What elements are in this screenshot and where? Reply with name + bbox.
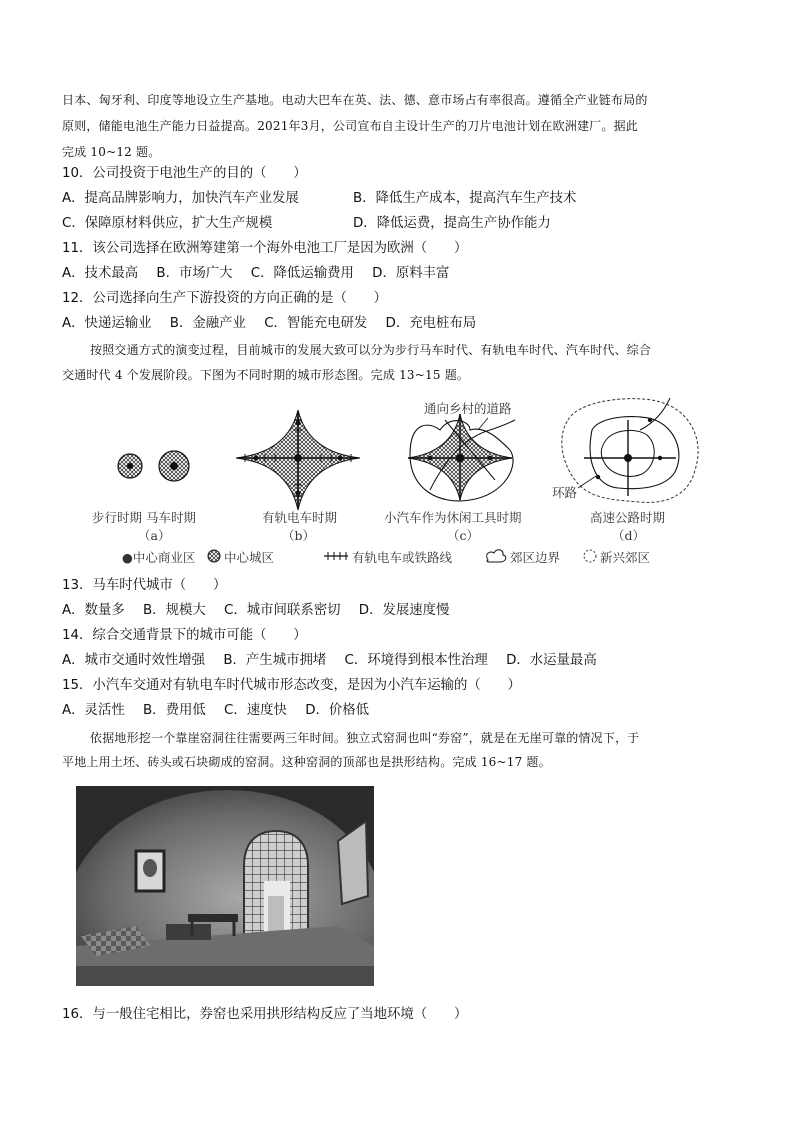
city-form-figure — [0, 392, 794, 572]
passage-2-line-1: 按照交通方式的演变过程，目前城市的发展大致可以分为步行马车时代、有轨电车时代、汽车时代、综合 — [90, 343, 652, 357]
question-12-option-a[interactable]: A．快递运输业 — [62, 316, 152, 331]
intro-line-3: 完成 10~12 题。 — [62, 145, 161, 159]
intro-line-1: 日本、匈牙利、印度等地设立生产基地。电动大巴车在英、法、德、意市场占有率很高。遵循全产业链布局的 — [62, 93, 648, 107]
caption-d: 高速公路时期 — [590, 510, 666, 525]
question-14-options — [62, 652, 611, 670]
question-13-stem: 13．马车时代城市（ ） — [62, 578, 227, 593]
legend-new-suburb: 新兴郊区 — [600, 550, 651, 565]
question-12-option-d[interactable]: D．充电桩布局 — [385, 316, 477, 331]
question-15-option-d[interactable]: D．价格低 — [305, 703, 370, 718]
passage-3-line-1: 依据地形挖一个靠崖窑洞往往需要两三年时间。独立式窑洞也叫“券窑”，就是在无崖可靠的情况下，于 — [90, 731, 640, 745]
caption-b: 有轨电车时期 — [262, 510, 338, 525]
legend-central-city: 中心城区 — [224, 550, 275, 565]
question-13-option-d[interactable]: D．发展速度慢 — [358, 603, 450, 618]
question-11-option-d[interactable]: D．原料丰富 — [372, 266, 450, 281]
question-15-option-c[interactable]: C．速度快 — [224, 703, 287, 718]
question-14-option-c[interactable]: C．环境得到根本性治理 — [344, 653, 488, 668]
question-11-option-c[interactable]: C．降低运输费用 — [250, 266, 354, 281]
caption-letter-d: （d） — [612, 528, 646, 543]
intro-line-2: 原则，储能电池生产能力日益提高。2021年3月，公司宣布自主设计生产的刀片电池计划在欧洲建厂。据此 — [62, 119, 638, 133]
caption-a: 步行时期 马车时期 — [92, 510, 196, 525]
question-13-option-a[interactable]: A．数量多 — [62, 603, 125, 618]
question-10-option-d[interactable]: D．降低运费，提高生产协作能力 — [353, 216, 551, 231]
legend-railway: 有轨电车或铁路线 — [352, 550, 453, 565]
cave-dwelling-photo — [76, 786, 374, 986]
question-15-stem: 15．小汽车交通对有轨电车时代城市形态改变，是因为小汽车运输的（ ） — [62, 678, 521, 693]
ring-road-label: 环路 — [552, 485, 578, 500]
question-12-option-b[interactable]: B．金融产业 — [169, 316, 246, 331]
question-15-option-a[interactable]: A．灵活性 — [62, 703, 125, 718]
question-16-stem: 16．与一般住宅相比，券窑也采用拱形结构反应了当地环境（ ） — [62, 1007, 468, 1022]
caption-c: 小汽车作为休闲工具时期 — [384, 510, 522, 525]
question-13-options — [62, 602, 463, 620]
question-10-option-a[interactable]: A．提高品牌影响力，加快汽车产业发展 — [62, 191, 299, 206]
question-10-option-b[interactable]: B．降低生产成本，提高汽车生产技术 — [353, 191, 577, 206]
question-11-option-b[interactable]: B．市场广大 — [156, 266, 233, 281]
question-11-option-a[interactable]: A．技术最高 — [62, 266, 139, 281]
question-14-stem: 14．综合交通背景下的城市可能（ ） — [62, 628, 307, 643]
passage-2-line-2: 交通时代 4 个发展阶段。下图为不同时期的城市形态图。完成 13~15 题。 — [62, 368, 470, 382]
question-13-option-c[interactable]: C．城市间联系密切 — [224, 603, 341, 618]
legend-suburb-boundary: 郊区边界 — [510, 550, 561, 565]
question-14-option-a[interactable]: A．城市交通时效性增强 — [62, 653, 206, 668]
caption-letter-c: （c） — [447, 528, 480, 543]
question-15-options — [62, 702, 383, 720]
question-12-option-c[interactable]: C．智能充电研发 — [264, 316, 368, 331]
question-10-option-c[interactable]: C．保障原材料供应，扩大生产规模 — [62, 216, 273, 231]
legend-cbd: ●中心商业区 — [122, 550, 196, 565]
caption-letter-a: （a） — [138, 528, 171, 543]
caption-letter-b: （b） — [282, 528, 316, 543]
figure-d-highway-era — [552, 398, 698, 502]
question-12-options — [62, 315, 490, 333]
figure-a-walking-horse-era — [118, 451, 189, 481]
question-13-option-b[interactable]: B．规模大 — [143, 603, 206, 618]
question-14-option-b[interactable]: B．产生城市拥堵 — [223, 653, 327, 668]
rural-road-label: 通向乡村的道路 — [424, 401, 512, 416]
question-11-stem: 11．该公司选择在欧洲筹建第一个海外电池工厂是因为欧洲（ ） — [62, 241, 468, 256]
question-15-option-b[interactable]: B．费用低 — [143, 703, 206, 718]
figure-c-car-leisure-era — [408, 401, 515, 501]
figure-b-streetcar-era — [236, 410, 360, 510]
question-12-stem: 12．公司选择向生产下游投资的方向正确的是（ ） — [62, 291, 388, 306]
passage-3-line-2: 平地上用土坯、砖头或石块砌成的窑洞。这种窑洞的顶部也是拱形结构。完成 16~17 题。 — [62, 755, 551, 769]
question-10-stem: 10．公司投资于电池生产的目的（ ） — [62, 166, 307, 181]
question-11-options — [62, 265, 463, 283]
question-14-option-d[interactable]: D．水运量最高 — [506, 653, 597, 668]
